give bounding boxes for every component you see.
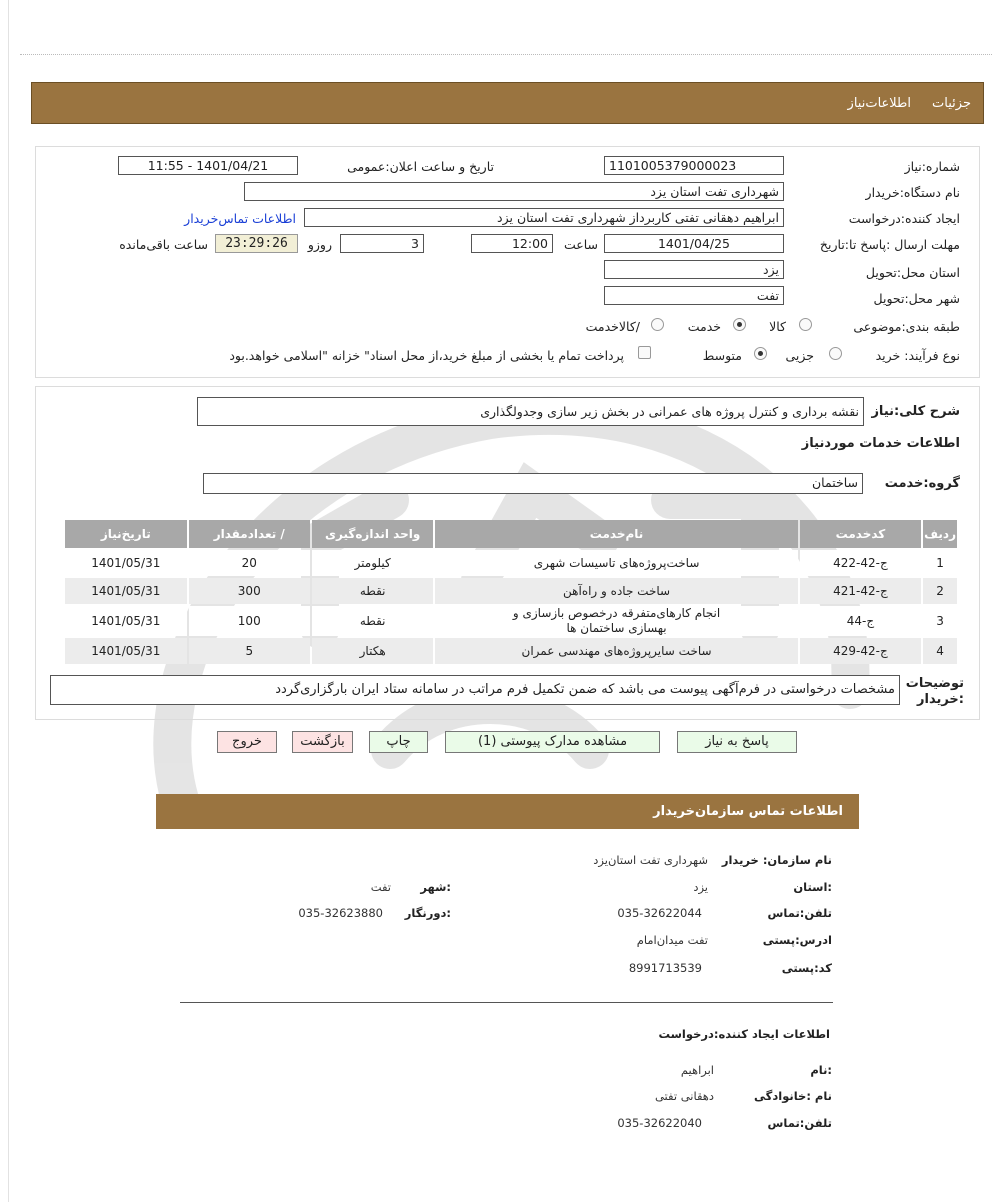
contact-fax-label: :دورنگار	[404, 906, 451, 920]
deadline-date-field: 1401/04/25	[604, 234, 784, 253]
treasury-payment-note: پرداخت تمام یا بخشی از مبلغ خرید،از محل اسناد" خزانه "اسلامی خواهد.بود	[229, 348, 624, 363]
summary-label: شرح کلی:نیاز	[871, 404, 960, 419]
contact-section-header	[156, 794, 859, 829]
contact-phone-label: تلفن:تماس	[767, 906, 832, 920]
services-table	[63, 518, 959, 666]
contact-org-label: نام سازمان: خریدار	[721, 853, 832, 867]
contact-address-value: تفت میدان‌امام	[636, 933, 708, 947]
cell-service-code: ج-44	[800, 606, 921, 636]
cell-quantity: 20	[189, 550, 310, 576]
contact-section-title: اطلاعات تماس سازمان‌خریدار	[653, 804, 843, 819]
cell-row-number: 3	[923, 606, 957, 636]
buyer-notes-field: مشخصات درخواستی در فرم‌آگهی پیوست می باشد که ضمن تکمیل فرم مراتب در سامانه ستاد ایران بارگزاری‌گردد	[50, 675, 900, 705]
cell-need-date: 1401/05/31	[65, 638, 187, 664]
cell-quantity: 300	[189, 578, 310, 604]
contact-city-label: :شهر	[420, 880, 451, 894]
cell-row-number: 2	[923, 578, 957, 604]
cell-quantity: 5	[189, 638, 310, 664]
category-option-goods: کالا	[769, 319, 786, 334]
col-header-service-code: کدخدمت	[800, 520, 921, 548]
remaining-timer: 23:29:26	[215, 234, 298, 253]
cell-service-name: ساخت‌پروژه‌های تاسیسات شهری	[435, 550, 797, 576]
announce-field: 1401/04/21 - 11:55	[118, 156, 298, 175]
remaining-label: ساعت باقی‌مانده	[119, 237, 208, 252]
city-label: شهر محل:تحویل	[873, 291, 960, 306]
contact-phone-value: 035-32622044	[617, 906, 702, 920]
buyer-org-label: نام دستگاه:خریدار	[865, 185, 960, 200]
process-radio-minor[interactable]	[829, 347, 842, 360]
page-header-bar	[31, 82, 984, 124]
contact-fax-value: 035-32623880	[298, 906, 383, 920]
view-attachments-button[interactable]: مشاهده مدارک پیوستی (1)	[445, 731, 660, 753]
col-header-quantity: / تعدادمقدار	[189, 520, 310, 548]
group-field: ساختمان	[203, 473, 863, 494]
table-row	[65, 550, 957, 576]
requester-field: ابراهیم دهقانی تفتی کاربرداز شهرداری تفت استان یزد	[304, 208, 784, 227]
contact-divider	[180, 1002, 833, 1003]
province-field: یزد	[604, 260, 784, 279]
need-number-field: 1101005379000023	[604, 156, 784, 175]
contact-province-value: یزد	[693, 880, 708, 894]
days-field: 3	[340, 234, 424, 253]
group-label: گروه:خدمت	[884, 476, 960, 491]
cell-need-date: 1401/05/31	[65, 606, 187, 636]
cell-service-code: ج-42-422	[800, 550, 921, 576]
cell-service-name: ساخت سایرپروژه‌های مهندسی عمران	[435, 638, 797, 664]
deadline-time-field: 12:00	[471, 234, 553, 253]
category-radio-goods-service[interactable]	[651, 318, 664, 331]
need-number-label: شماره:نیاز	[904, 159, 960, 174]
process-label: نوع فرآیند: خرید	[875, 348, 960, 363]
category-label: طبقه بندی:موضوعی	[853, 319, 960, 334]
category-option-service: خدمت	[687, 319, 721, 334]
contact-address-label: ادرس:پستی	[762, 933, 832, 947]
need-info-panel	[35, 146, 980, 378]
cell-row-number: 1	[923, 550, 957, 576]
cell-unit: کیلومتر	[312, 550, 433, 576]
requester-label: ایجاد کننده:درخواست	[848, 211, 960, 226]
category-option-goods-service: /کالاخدمت	[585, 319, 640, 334]
contact-postal-value: 8991713539	[628, 961, 702, 975]
creator-name-label: :نام	[810, 1063, 832, 1077]
announce-label: تاریخ و ساعت اعلان:عمومی	[347, 159, 494, 174]
cell-service-name: ساخت جاده و راه‌آهن	[435, 578, 797, 604]
contact-city-value: تفت	[370, 880, 391, 894]
buyer-contact-link[interactable]: اطلاعات تماس‌خریدار	[184, 211, 296, 226]
creator-family-label: نام :خانوادگی	[754, 1089, 832, 1103]
summary-field: نقشه برداری و کنترل پروژه های عمرانی در بخش زیر سازی وجدولگذاری	[197, 397, 864, 426]
creator-phone-value: 035-32622040	[617, 1116, 702, 1130]
cell-unit: هکتار	[312, 638, 433, 664]
cell-unit: نقطه	[312, 606, 433, 636]
contact-org-value: شهرداری تفت استان‌یزد	[593, 853, 708, 867]
city-field: تفت	[604, 286, 784, 305]
process-radio-medium[interactable]	[754, 347, 767, 360]
cell-need-date: 1401/05/31	[65, 578, 187, 604]
table-header-row	[65, 520, 957, 548]
province-label: استان محل:تحویل	[865, 265, 960, 280]
cell-service-name: انجام کارهای‌متفرقه درخصوص بازسازی و بهسازی ساختمان ها	[435, 606, 797, 636]
deadline-label: مهلت ارسال :پاسخ تا:تاریخ	[819, 237, 960, 252]
creator-phone-label: تلفن:تماس	[767, 1116, 832, 1130]
creator-name-value: ابراهیم	[680, 1063, 714, 1077]
tab-need-info[interactable]: اطلاعات‌نیاز	[847, 96, 911, 111]
cell-need-date: 1401/05/31	[65, 550, 187, 576]
time-label: ساعت	[563, 237, 598, 252]
exit-button[interactable]: خروج	[217, 731, 277, 753]
page-left-rule	[8, 0, 9, 1202]
table-row	[65, 578, 957, 604]
col-header-unit: واحد اندازه‌گیری	[312, 520, 433, 548]
process-option-minor: جزیی	[785, 348, 814, 363]
days-label: روزو	[307, 237, 332, 252]
col-header-service-name: نام‌خدمت	[435, 520, 797, 548]
cell-service-code: ج-42-429	[800, 638, 921, 664]
buyer-notes-label: توضیحات :خریدار	[905, 676, 964, 707]
col-header-row-number: ردیف	[923, 520, 957, 548]
print-button[interactable]: چاپ	[369, 731, 428, 753]
col-header-need-date: تاریخ‌نیاز	[65, 520, 187, 548]
creator-family-value: دهقانی تفتی	[654, 1089, 714, 1103]
contact-province-label: :استان	[793, 880, 832, 894]
buyer-org-field: شهرداری تفت استان یزد	[244, 182, 784, 201]
table-row	[65, 638, 957, 664]
cell-service-code: ج-42-421	[800, 578, 921, 604]
creator-section-title: اطلاعات ایجاد کننده:درخواست	[658, 1027, 830, 1041]
back-button[interactable]: بازگشت	[292, 731, 353, 753]
services-section-title: اطلاعات خدمات موردنیاز	[801, 436, 960, 451]
category-radio-goods[interactable]	[799, 318, 812, 331]
category-radio-service[interactable]	[733, 318, 746, 331]
treasury-payment-checkbox[interactable]	[638, 346, 651, 359]
process-option-medium: متوسط	[702, 348, 742, 363]
table-row	[65, 606, 957, 636]
reply-button[interactable]: پاسخ به نیاز	[677, 731, 797, 753]
contact-postal-label: کد:پستی	[781, 961, 832, 975]
cell-unit: نقطه	[312, 578, 433, 604]
cell-quantity: 100	[189, 606, 310, 636]
cell-row-number: 4	[923, 638, 957, 664]
top-divider	[20, 54, 992, 55]
tab-details[interactable]: جزئیات	[932, 96, 971, 111]
